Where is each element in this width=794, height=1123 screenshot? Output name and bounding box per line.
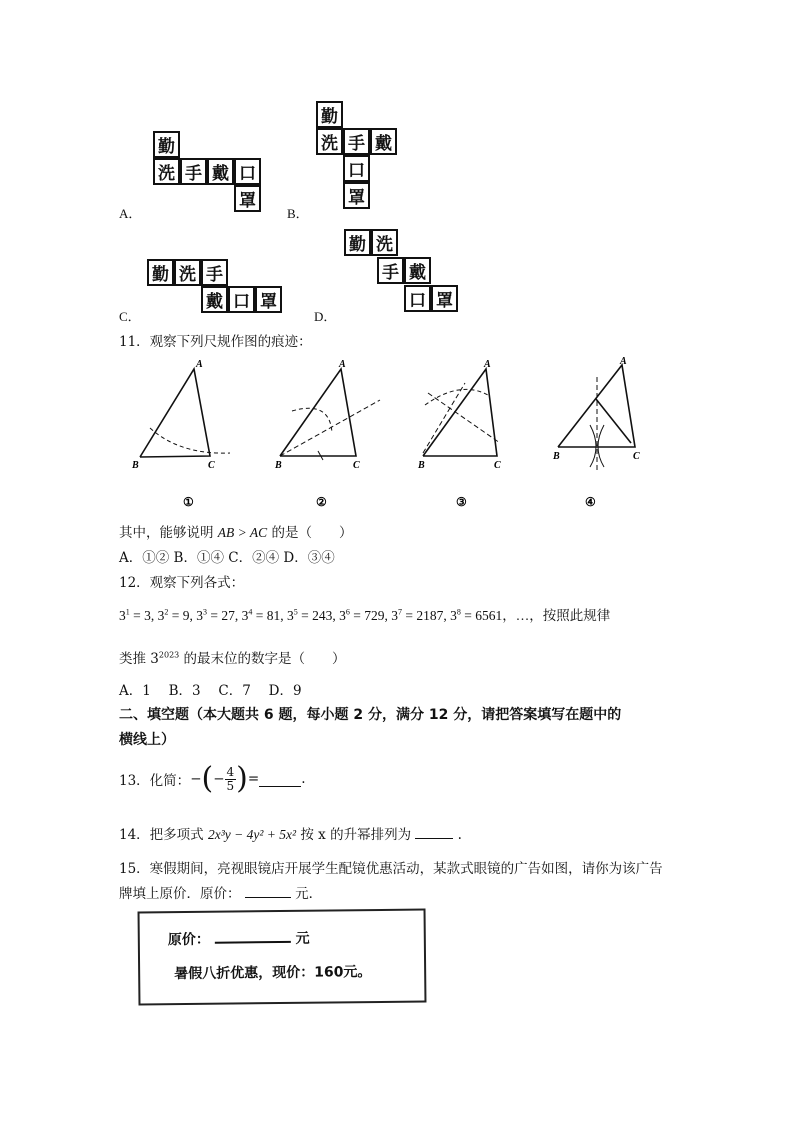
- net-c-cell-2: 洗: [174, 259, 201, 286]
- q12-power-term: $3^3 = 27$,: [196, 607, 242, 623]
- option-b-label: B．: [287, 206, 309, 221]
- left-paren: (: [201, 761, 214, 796]
- figure-4: [558, 365, 635, 470]
- q15-line-1: 15．寒假期间，亮视眼镜店开展学生配镜优惠活动，某款式眼镜的广告如图，请你为该广告: [119, 861, 663, 877]
- net-b-cell-3: 手: [343, 128, 370, 155]
- ad-original-price: [168, 928, 310, 949]
- q12-power-term: $3^5 = 243$,: [287, 607, 340, 623]
- fig3-label-c: C: [494, 460, 501, 471]
- net-b-cell-4: 戴: [370, 128, 397, 155]
- q13-prefix: 13．化简：: [119, 773, 191, 789]
- q12-power-term: $3^2 = 9$,: [157, 607, 197, 623]
- q11-stem: 11．观察下列尺规作图的痕迹：: [119, 334, 312, 350]
- fig1-label-c: C: [208, 460, 215, 471]
- q12-power-term: $3^6 = 729$,: [339, 607, 392, 623]
- q12-stem: 12．观察下列各式：: [119, 575, 245, 591]
- net-d-cell-2: 洗: [371, 229, 398, 256]
- advertisement-board: [138, 908, 427, 1005]
- net-a-cell-2: 洗: [153, 158, 180, 185]
- q12-power-term: $3^4 = 81$,: [241, 607, 287, 623]
- net-d-cell-1: 勤: [344, 229, 371, 256]
- net-a-cell-5: 口: [234, 158, 261, 185]
- fig2-label-b: B: [275, 460, 282, 471]
- fig3-label-b: B: [418, 460, 425, 471]
- option-c-label: C．: [119, 309, 141, 324]
- q13-minus: −: [190, 771, 202, 787]
- q12-q-suffix: 的最末位的数字是（ ）: [183, 651, 346, 667]
- net-a-cell-4: 戴: [207, 158, 234, 185]
- ad-line1-prefix: 原价：: [167, 931, 210, 949]
- figure-3: [423, 369, 500, 456]
- q13-answer-blank[interactable]: [259, 772, 301, 787]
- net-c-cell-5: 口: [228, 286, 255, 313]
- q14-prefix: 14．把多项式: [119, 827, 204, 843]
- net-c-cell-6: 罩: [255, 286, 282, 313]
- q12-power-term: $3^8 = 6561$: [450, 607, 503, 623]
- q13-equals: =: [247, 771, 260, 787]
- q13-denominator: 5: [226, 778, 235, 793]
- q14-answer-blank[interactable]: [415, 826, 453, 839]
- figure-1: [140, 369, 230, 457]
- q15-line-2: [119, 882, 322, 902]
- net-c-cell-3: 手: [201, 259, 228, 286]
- net-b-cell-6: 罩: [343, 182, 370, 209]
- q13-fraction: [225, 766, 237, 793]
- net-a-cell-3: 手: [180, 158, 207, 185]
- q15-line2-suffix: 元．: [295, 886, 323, 902]
- fig4-label-a: A: [620, 356, 627, 367]
- section-2-heading-cont: 横线上）: [119, 732, 175, 748]
- fig2-label-c: C: [353, 460, 360, 471]
- q11-question: [119, 521, 352, 541]
- q14: [119, 823, 462, 843]
- fig3-number: ③: [456, 495, 467, 509]
- q13-numerator: 4: [226, 764, 235, 779]
- q11-question-prefix: 其中，能够说明: [119, 525, 214, 541]
- option-d-label: D．: [314, 309, 337, 324]
- q11-question-suffix: 的是（ ）: [271, 525, 353, 541]
- fig4-number: ④: [585, 495, 596, 509]
- ad-line1-suffix: 元: [295, 930, 310, 947]
- q11-math: AB > AC: [217, 525, 268, 540]
- q12-options: A．1 B．3 C．7 D．9: [119, 683, 302, 699]
- option-a-label: A．: [119, 206, 142, 221]
- construction-figures: [120, 355, 660, 515]
- q12-tail: ，…，按照此规律: [502, 608, 611, 623]
- fig4-label-c: C: [633, 451, 640, 462]
- net-d-cell-6: 罩: [431, 285, 458, 312]
- net-b-cell-1: 勤: [316, 101, 343, 128]
- q11-options: A．①② B．①④ C．②④ D．③④: [119, 550, 335, 566]
- net-a-cell-1: 勤: [153, 131, 180, 158]
- net-d-cell-5: 口: [404, 285, 431, 312]
- section-2-heading: 二、填空题（本大题共 6 题，每小题 2 分，满分 12 分，请把答案填写在题中的: [119, 707, 622, 723]
- q15-answer-blank[interactable]: [245, 885, 291, 898]
- q12-powers: [119, 608, 502, 623]
- fig2-label-a: A: [339, 359, 346, 370]
- fig1-label-b: B: [132, 460, 139, 471]
- net-b-cell-5: 口: [343, 155, 370, 182]
- right-paren: ): [236, 761, 248, 796]
- fig4-label-b: B: [553, 451, 560, 462]
- ad-price-blank: [215, 929, 291, 944]
- fig3-label-a: A: [484, 359, 491, 370]
- q13: [119, 761, 306, 796]
- fig1-number: ①: [183, 495, 194, 509]
- ad-discount-text: 暑假八折优惠，现价：160元。: [174, 964, 372, 983]
- net-d-cell-3: 手: [377, 257, 404, 284]
- q14-end: .: [457, 827, 462, 843]
- q13-inner-minus: −: [213, 771, 225, 787]
- figure-2: [280, 369, 380, 460]
- net-b-cell-2: 洗: [316, 128, 343, 155]
- q12-base: 3: [150, 651, 159, 667]
- q13-end: .: [301, 771, 306, 787]
- fig2-number: ②: [316, 495, 327, 509]
- q12-question: [119, 647, 346, 667]
- q12-exp: 2023: [158, 650, 180, 660]
- q12-powers-line: [119, 604, 610, 624]
- q14-polynomial: 2x³y − 4y² + 5x²: [207, 827, 297, 842]
- q12-power-term: $3^7 = 2187$,: [391, 607, 451, 623]
- net-a-cell-6: 罩: [234, 185, 261, 212]
- q12-q-prefix: 类推: [119, 651, 146, 667]
- net-c-cell-4: 戴: [201, 286, 228, 313]
- net-d-cell-4: 戴: [404, 257, 431, 284]
- fig1-label-a: A: [196, 359, 203, 370]
- q12-power-term: $3^1 = 3$,: [119, 607, 158, 623]
- net-c-cell-1: 勤: [147, 259, 174, 286]
- q15-line2-prefix: 牌填上原价．原价：: [119, 886, 241, 902]
- q14-suffix: 按 x 的升幂排列为: [300, 827, 412, 843]
